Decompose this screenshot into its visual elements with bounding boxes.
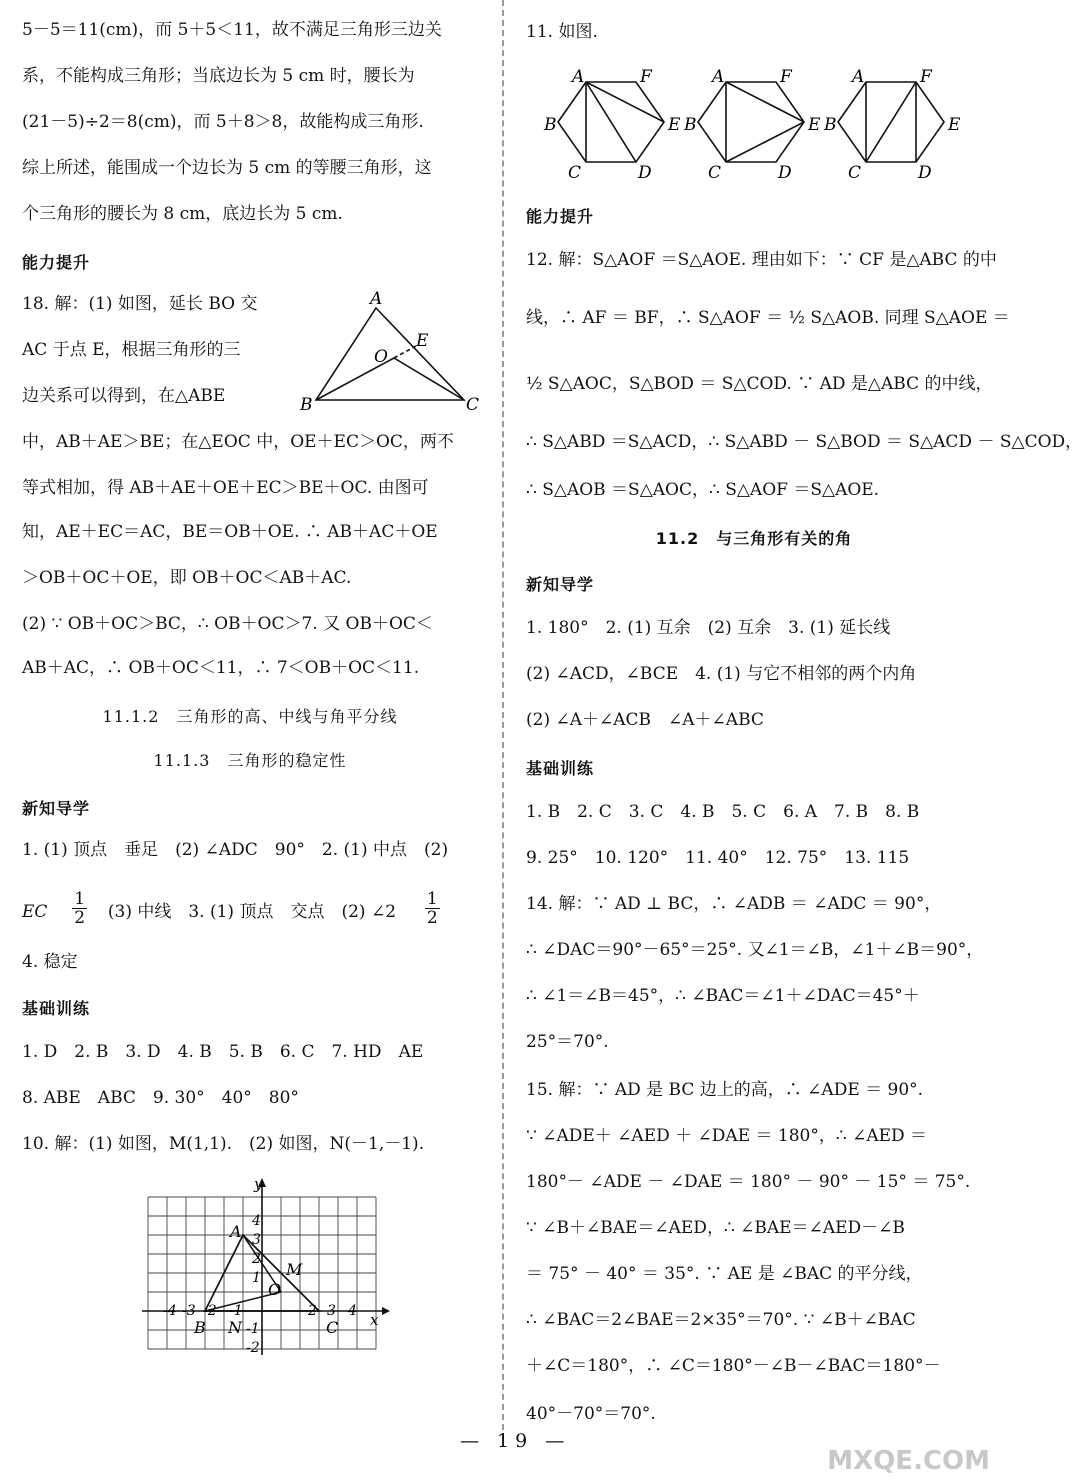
text-line: 12. 解：S△AOF ＝S△AOE. 理由如下：∵ CF 是△ABC 的中 xyxy=(526,250,997,270)
section-heading: 新知导学 xyxy=(22,799,91,818)
tick-label: -2 xyxy=(203,1303,217,1319)
point-m-label: M xyxy=(286,1260,303,1279)
text-line: 18. 解：(1) 如图，延长 BO 交 xyxy=(22,294,258,314)
point-n-label: N xyxy=(228,1318,242,1337)
label-c: C xyxy=(466,395,480,415)
text-line: 知，AE＋EC＝AC，BE＝OB＋OE. ∴ AB＋AC＋OE xyxy=(22,522,438,542)
label-c: C xyxy=(708,163,722,183)
text-line: ½ S△AOC，S△BOD ＝ S△COD. ∵ AD 是△ABC 的中线， xyxy=(526,374,993,394)
text-line: ＞OB＋OC＋OE，即 OB＋OC＜AB＋AC. xyxy=(22,568,352,588)
label-b: B xyxy=(300,395,313,415)
label-e: E xyxy=(948,115,961,135)
text-line: (2) ∠ACD，∠BCE 4. (1) 与它不相邻的两个内角 xyxy=(526,664,917,684)
text-line: 线，∴ AF ＝ BF，∴ S△AOF ＝ ½ S△AOB. 同理 S△AOE ＝ xyxy=(526,308,1010,328)
text-line: 系，不能构成三角形；当底边长为 5 cm 时，腰长为 xyxy=(22,66,415,86)
tick-label: -3 xyxy=(182,1303,196,1319)
origin-label: O xyxy=(268,1280,282,1299)
label-d: D xyxy=(638,163,652,183)
label-d: D xyxy=(778,163,792,183)
label-o: O xyxy=(374,347,388,367)
tick-label: 2 xyxy=(252,1251,261,1267)
label-d: D xyxy=(918,163,932,183)
column-divider xyxy=(502,0,504,1440)
tick-label: 2 xyxy=(308,1303,317,1319)
label-a: A xyxy=(712,67,725,87)
text-line: 中，AB＋AE＞BE；在△EOC 中，OE＋EC＞OC，两不 xyxy=(22,432,454,452)
tick-label: 1 xyxy=(252,1270,261,1286)
text-line: ∵ ∠ADE＋ ∠AED ＋ ∠DAE ＝ 180°，∴ ∠AED ＝ xyxy=(526,1126,928,1146)
point-c-label: C xyxy=(326,1318,339,1337)
hexagon-figures xyxy=(526,62,982,184)
tick-label: 4 xyxy=(252,1213,261,1229)
tick-label: 3 xyxy=(327,1303,336,1319)
text-line: 9. 25° 10. 120° 11. 40° 12. 75° 13. 115 xyxy=(526,848,910,868)
label-e: E xyxy=(668,115,681,135)
text-line: 11. 如图. xyxy=(526,22,598,42)
text-line: 5－5＝11(cm)，而 5＋5＜11，故不满足三角形三边关 xyxy=(22,20,442,40)
label-a: A xyxy=(852,67,865,87)
label-b: B xyxy=(824,115,837,135)
section-heading: 新知导学 xyxy=(526,575,595,594)
point-b-label: B xyxy=(194,1318,206,1337)
text-line: ∴ S△AOB ＝S△AOC，∴ S△AOF ＝S△AOE. xyxy=(526,480,880,500)
tick-label: 3 xyxy=(252,1232,261,1248)
section-title: 11.1.3 三角形的稳定性 xyxy=(153,751,347,770)
text-line: 等式相加，得 AB＋AE＋OE＋EC＞BE＋OC. 由图可 xyxy=(22,478,429,498)
label-b: B xyxy=(544,115,557,135)
text-line: 4. 稳定 xyxy=(22,952,78,972)
text-line: 1. 180° 2. (1) 互余 (2) 互余 3. (1) 延长线 xyxy=(526,618,891,638)
text-run: (3) 中线 3. (1) 顶点 交点 (2) ∠2 xyxy=(107,902,397,922)
text-line: (2) ∵ OB＋OC＞BC，∴ OB＋OC＞7. 又 OB＋OC＜ xyxy=(22,614,433,634)
tick-label: -4 xyxy=(163,1303,177,1319)
label-f: F xyxy=(780,67,792,87)
axis-x-label: x xyxy=(370,1311,379,1329)
label-b: B xyxy=(684,115,697,135)
text-line: 个三角形的腰长为 8 cm，底边长为 5 cm. xyxy=(22,204,343,224)
text-line: ∴ ∠1＝∠B＝45°，∴ ∠BAC＝∠1＋∠DAC＝45°＋ xyxy=(526,986,920,1006)
fraction: $\frac{1}{2}$ xyxy=(74,889,86,928)
text-line: ＝ 75° － 40° ＝ 35°. ∵ AE 是 ∠BAC 的平分线， xyxy=(526,1264,923,1284)
text-line: 1. D 2. B 3. D 4. B 5. B 6. C 7. HD AE xyxy=(22,1042,424,1062)
section-heading: 能力提升 xyxy=(526,207,595,226)
text-line: 综上所述，能围成一个边长为 5 cm 的等腰三角形，这 xyxy=(22,158,432,178)
text-line: 1. (1) 顶点 垂足 (2) ∠ADC 90° 2. (1) 中点 (2) xyxy=(22,840,449,860)
text-line: AC 于点 E，根据三角形的三 xyxy=(22,340,241,360)
section-title: 11.1.2 三角形的高、中线与角平分线 xyxy=(102,707,398,726)
text-line: 边关系可以得到，在△ABE xyxy=(22,386,226,406)
text-line: ＋∠C＝180°，∴ ∠C＝180°－∠B－∠BAC＝180°－ xyxy=(526,1356,941,1376)
label-e: E xyxy=(808,115,821,135)
coordinate-grid-figure xyxy=(142,1175,392,1365)
text-line-fraction xyxy=(22,889,440,931)
label-c: C xyxy=(848,163,862,183)
text-line: ∴ ∠BAC＝2∠BAE＝2×35°＝70°. ∵ ∠B＋∠BAC xyxy=(526,1310,916,1330)
text-line: 25°＝70°. xyxy=(526,1032,609,1052)
text-line: 1. B 2. C 3. C 4. B 5. C 6. A 7. B 8. B xyxy=(526,802,920,822)
text-line: ∵ ∠B＋∠BAE＝∠AED，∴ ∠BAE＝∠AED－∠B xyxy=(526,1218,905,1238)
text-line: (21－5)÷2＝8(cm)，而 5＋8＞8，故能构成三角形. xyxy=(22,112,424,132)
text-line: ∴ S△ABD ＝S△ACD，∴ S△ABD － S△BOD ＝ S△ACD － S△COD， xyxy=(526,432,1082,452)
watermark: MXQE.COM xyxy=(827,1446,990,1476)
section-heading: 基础训练 xyxy=(526,759,595,778)
section-title: 11.2 与三角形有关的角 xyxy=(655,529,853,548)
triangle-abc-figure xyxy=(294,288,484,418)
fraction: $\frac{1}{2}$ xyxy=(426,889,438,928)
point-a-label: A xyxy=(230,1222,242,1241)
tick-label: -1 xyxy=(229,1303,243,1319)
section-heading: 基础训练 xyxy=(22,999,91,1018)
label-f: F xyxy=(640,67,652,87)
text-line: AB＋AC，∴ OB＋OC＜11，∴ 7＜OB＋OC＜11. xyxy=(22,658,420,678)
tick-label: 4 xyxy=(348,1303,357,1319)
text-line: (2) ∠A＋∠ACB ∠A＋∠ABC xyxy=(526,710,764,730)
page-number: — 19 — xyxy=(460,1430,571,1452)
text-line: 15. 解：∵ AD 是 BC 边上的高，∴ ∠ADE ＝ 90°. xyxy=(526,1080,924,1100)
text-line: 10. 解：(1) 如图，M(1,1). (2) 如图，N(－1,－1). xyxy=(22,1134,425,1154)
tick-label: -2 xyxy=(246,1340,260,1356)
label-a: A xyxy=(370,289,383,309)
text-line: 14. 解：∵ AD ⊥ BC，∴ ∠ADB ＝ ∠ADC ＝ 90°， xyxy=(526,894,942,914)
text-ec: EC xyxy=(22,902,48,922)
axis-y-label: y xyxy=(254,1175,263,1193)
text-line: 8. ABE ABC 9. 30° 40° 80° xyxy=(22,1088,299,1108)
text-line: ∴ ∠DAC＝90°－65°＝25°. 又∠1＝∠B，∠1＋∠B＝90°， xyxy=(526,940,984,960)
text-line: 40°－70°＝70°. xyxy=(526,1404,656,1424)
label-f: F xyxy=(920,67,932,87)
tick-label: -1 xyxy=(246,1321,260,1337)
section-heading: 能力提升 xyxy=(22,253,91,272)
label-e: E xyxy=(416,331,429,351)
text-line: 180°－ ∠ADE － ∠DAE ＝ 180° － 90° － 15° ＝ 75°. xyxy=(526,1172,971,1192)
label-c: C xyxy=(568,163,582,183)
label-a: A xyxy=(572,67,585,87)
